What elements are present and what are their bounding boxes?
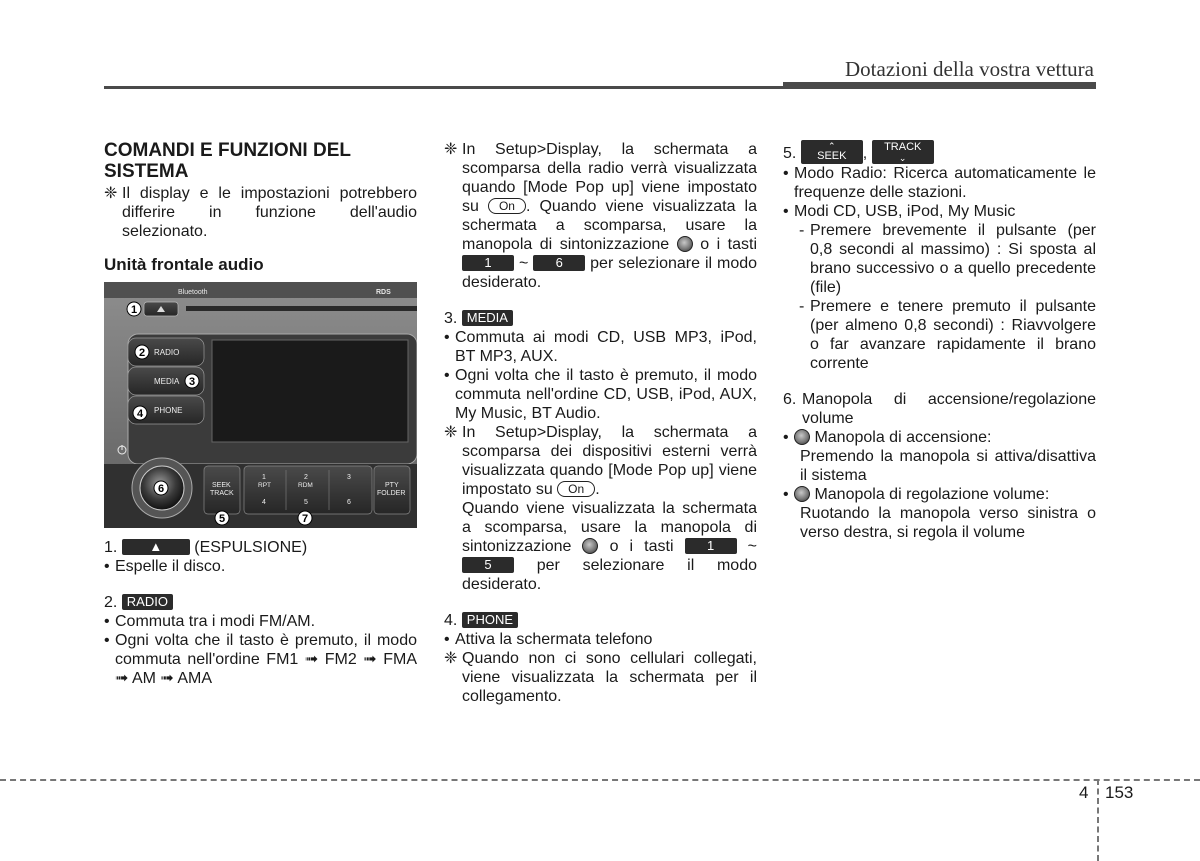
preset-key-6: 6 (533, 255, 585, 271)
seek-key: ⌃ SEEK (801, 140, 863, 164)
footer-vertical-rule (1097, 779, 1099, 861)
item-2-radio: 2. RADIO (104, 593, 417, 612)
callout-5: 5 (218, 513, 226, 525)
phone-key: PHONE (462, 612, 518, 628)
preset-key-5: 5 (462, 557, 514, 573)
note-icon: ❈ (104, 185, 118, 202)
svg-text:RPT: RPT (258, 482, 271, 489)
svg-text:5: 5 (304, 499, 308, 506)
svg-text:4: 4 (262, 499, 266, 506)
volume-knob-text: Ruotando la manopola verso sinistra o verso destra, si regola il volume (800, 505, 1096, 541)
radio-screen (212, 340, 408, 442)
item-3-bullet-2: • Ogni volta che il tasto è premuto, il modo commuta nell'ordine CD, USB, iPod, AUX, My Music, BT Audio. (444, 367, 757, 422)
note-phone: ❈ Quando non ci sono cellulari collegati, viene visualizzata la schermata per il collegamento. (444, 650, 757, 705)
header-rule-accent (783, 82, 1096, 89)
footer-rule (0, 779, 1200, 781)
note-display: ❈ Il display e le impostazioni potrebbero differire in funzione dell'audio selezionato. (104, 185, 417, 240)
item-3-bullet-1: • Commuta ai modi CD, USB MP3, iPod, BT MP3, AUX. (444, 329, 757, 365)
power-knob-text: Premendo la manopola si attiva/disattiva il sistema (800, 448, 1096, 484)
eject-key: ▲ (122, 539, 190, 555)
item-3-media: 3. MEDIA (444, 309, 757, 328)
track-key: TRACK ⌄ (872, 140, 934, 164)
item-1-eject: 1. ▲ (ESPULSIONE) (104, 539, 308, 556)
note-icon: ❈ (444, 141, 458, 158)
svg-text:FOLDER: FOLDER (377, 490, 406, 497)
on-pill: On (557, 481, 595, 497)
chapter-number: 4 (1079, 783, 1089, 802)
track-text: TRACK (210, 490, 234, 497)
column-left (104, 140, 417, 688)
svg-text:6: 6 (347, 499, 351, 506)
item-5-dash-2: - Premere e tenere premuto il pulsante (per almeno 0,8 secondi) : Riavvolgere o far avanzare rapidamente il brano corrente (799, 298, 1096, 372)
svg-text:3: 3 (347, 474, 351, 481)
rds-text: RDS (376, 289, 391, 296)
item-6-bullet-volume: • Manopola di regolazione volume: (783, 486, 1050, 503)
item-2-bullet-2: • Ogni volta che il tasto è premuto, il modo commuta nell'ordine FM1 ➟ FM2 ➟ FMA ➟ AM ➟ AMA (104, 632, 417, 687)
column-right (783, 140, 1096, 542)
power-knob-icon (794, 429, 810, 445)
radio-head-unit-image (104, 282, 417, 528)
svg-text:RDM: RDM (298, 482, 313, 489)
bluetooth-text: Bluetooth (178, 289, 208, 296)
item-2-bullet-1: • Commuta tra i modi FM/AM. (104, 613, 316, 630)
note-media-popup: ❈ In Setup>Display, la schermata a scomparsa dei dispositivi esterni verrà visualizzata quando [Mode Pop up] viene impostato su On . Quando viene visualizzata la schermata a scomparsa, usare la manopola di sintonizzazione o i tasti 1 ~ 5 per selezionare il modo desiderato. (444, 424, 757, 593)
chevron-up-icon: ⌃ (828, 141, 836, 151)
radio-button-text: RADIO (154, 348, 180, 357)
subtitle-audio-unit: Unità frontale audio (104, 255, 264, 274)
item-6-bullet-power: • Manopola di accensione: (783, 429, 992, 446)
preset-key-1: 1 (462, 255, 514, 271)
tuning-knob-icon (677, 236, 693, 252)
page-number: 153 (1105, 783, 1134, 802)
on-pill: On (488, 198, 526, 214)
item-5-dash-1: - Premere brevemente il pulsante (per 0,8 secondi al massimo) : Si sposta al brano successivo o a quello precedente (file) (799, 222, 1096, 296)
callout-1: 1 (130, 304, 138, 316)
radio-head-unit-drawing (104, 282, 417, 528)
note-icon: ❈ (444, 424, 458, 441)
seek-text: SEEK (212, 482, 231, 489)
radio-key: RADIO (122, 594, 173, 610)
note-radio-popup: ❈ In Setup>Display, la schermata a scomparsa della radio verrà visualizzata quando [Mode Pop up] viene impostato su On . Quando viene visualizzata la schermata a scomparsa, usare la manopola di sintonizzazione o i tasti 1 ~ 6 per selezionare il modo desiderato. (444, 141, 758, 291)
volume-knob-icon (794, 486, 810, 502)
media-key: MEDIA (462, 310, 513, 326)
item-5-bullet-1: • Modo Radio: Ricerca automaticamente le frequenze delle stazioni. (783, 165, 1096, 201)
item-6-knob: 6. Manopola di accensione/regolazione volume (783, 391, 1096, 427)
note-icon: ❈ (444, 650, 458, 667)
callout-3: 3 (188, 376, 196, 388)
item-1-bullet: • Espelle il disco. (104, 558, 226, 575)
phone-button-text: PHONE (154, 406, 183, 415)
item-5-seek-track: 5. ⌃ SEEK , TRACK ⌄ (783, 140, 1096, 164)
callout-7: 7 (301, 513, 309, 525)
tuning-knob-icon (582, 538, 598, 554)
callout-2: 2 (138, 347, 146, 359)
item-4-phone: 4. PHONE (444, 611, 757, 630)
callout-4: 4 (136, 408, 144, 420)
section-title: COMANDI E FUNZIONI DEL SISTEMA (104, 140, 351, 182)
callout-6: 6 (157, 483, 165, 495)
svg-text:2: 2 (304, 474, 308, 481)
chevron-down-icon: ⌄ (898, 153, 907, 163)
column-middle (444, 140, 757, 706)
svg-text:1: 1 (262, 474, 266, 481)
page-header-title: Dotazioni della vostra vettura (845, 57, 1094, 81)
media-button-text: MEDIA (154, 377, 180, 386)
svg-text:PTY: PTY (385, 482, 399, 489)
preset-key-1: 1 (685, 538, 737, 554)
item-4-bullet: • Attiva la schermata telefono (444, 631, 653, 648)
item-5-bullet-2: • Modi CD, USB, iPod, My Music (783, 203, 1016, 220)
